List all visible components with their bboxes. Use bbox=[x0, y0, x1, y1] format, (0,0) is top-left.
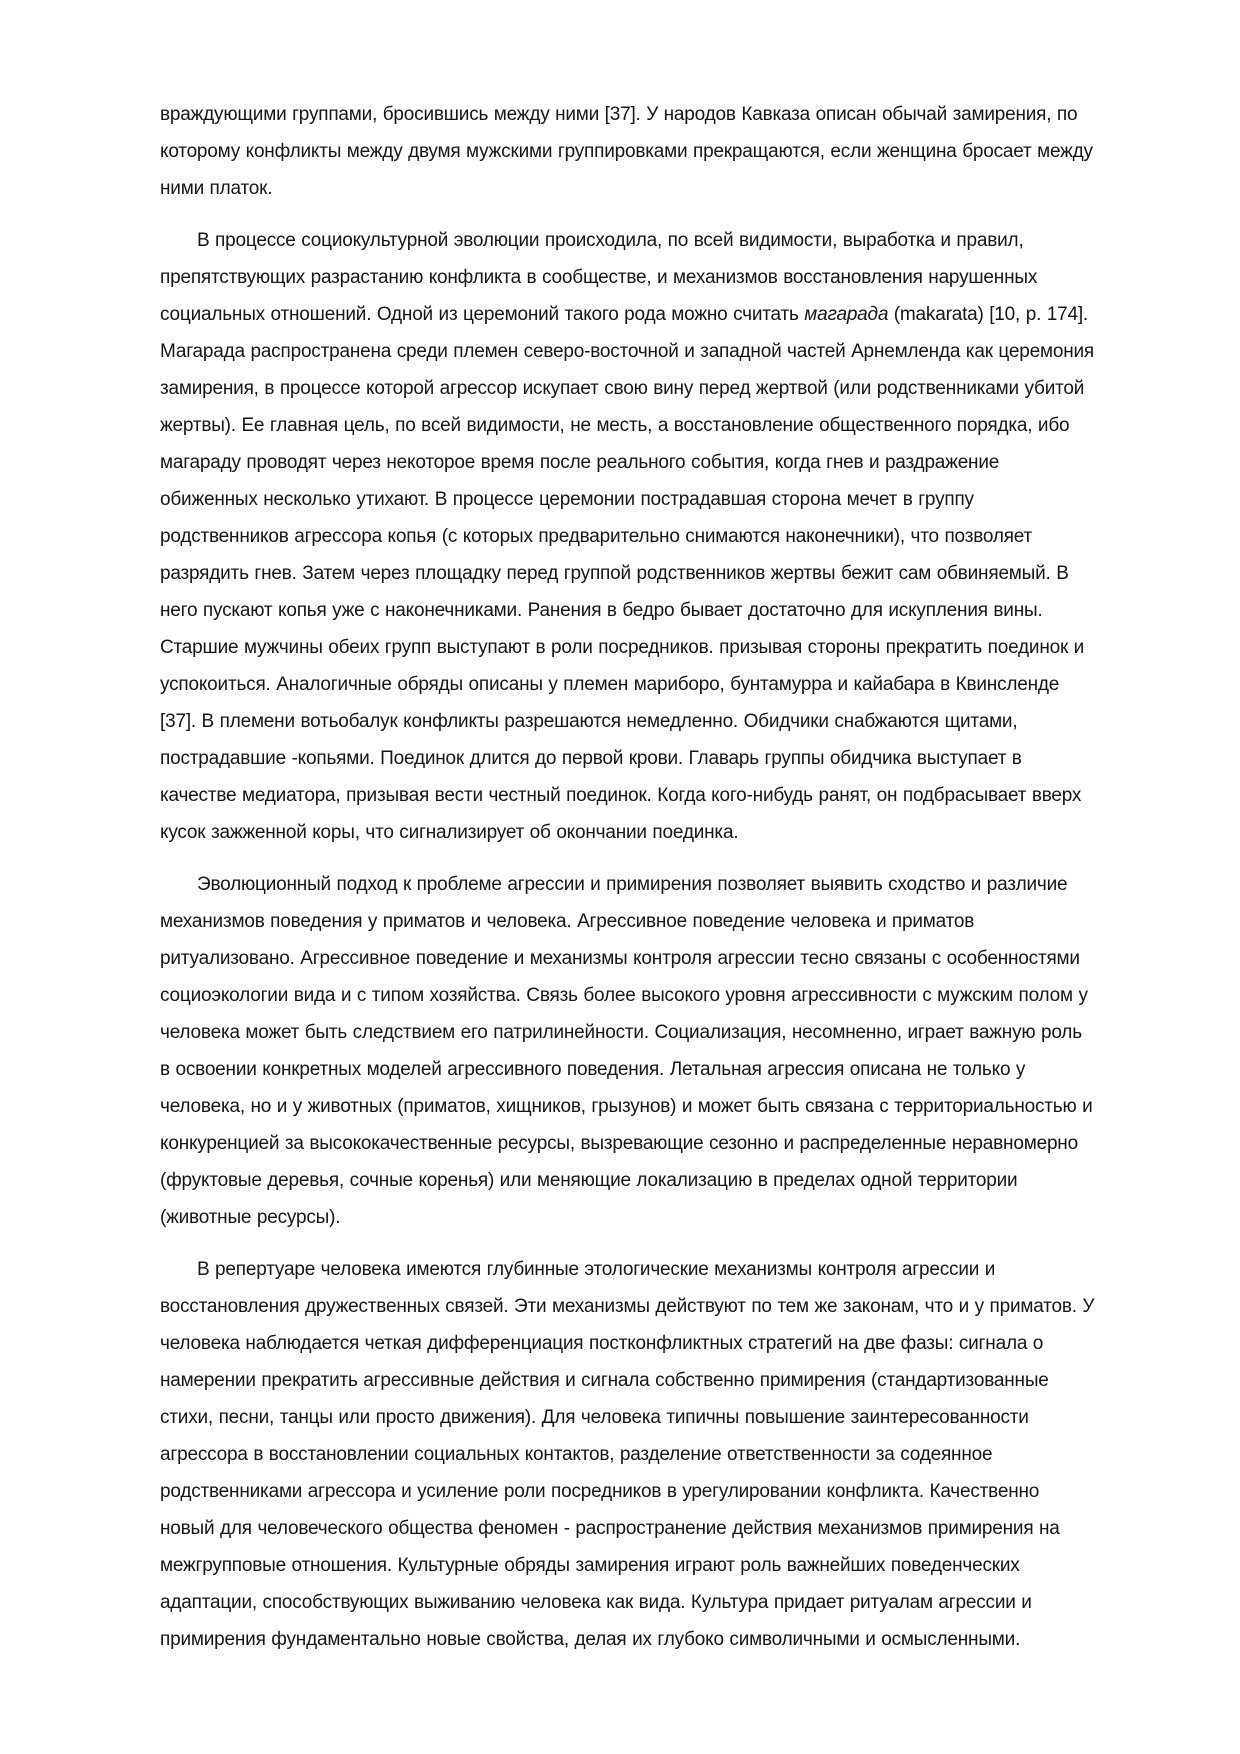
italic-term: магарада bbox=[804, 304, 889, 325]
text-block bbox=[160, 96, 1095, 1658]
text-run: враждующими группами, бросившись между ними [37]. У народов Кавказа описан обычай замирения, по которому конфликты между двумя мужскими группировками прекращаются, если женщина бросает между ними платок. bbox=[160, 104, 1093, 199]
text-run: (makarata) [10, p. 174]. Магарада распространена среди племен северо-восточной и западной частей Арнемленда как церемония замирения, в процессе которой агрессор искупает свою вину перед жертвой (или родственниками убитой жертвы). Ее главная цель, по всей видимости, не месть, а восстановление общественного порядка, ибо магараду проводят через некоторое время после реального события, когда гнев и раздражение обиженных несколько утихают. В процессе церемонии пострадавшая сторона мечет в группу родственников агрессора копья (с которых предварительно снимаются наконечники), что позволяет разрядить гнев. Затем через площадку перед группой родственников жертвы бежит сам обвиняемый. В него пускают копья уже с наконечниками. Ранения в бедро бывает достаточно для искупления вины. Старшие мужчины обеих групп выступают в роли посредников. призывая стороны прекратить поединок и успокоиться. Аналогичные обряды описаны у племен мариборо, бунтамурра и кайабара в Квинсленде [37]. В племени вотьобалук конфликты разрешаются немедленно. Обидчики снабжаются щитами, пострадавшие -копьями. Поединок длится до первой крови. Главарь группы обидчика выступает в качестве медиатора, призывая вести честный поединок. Когда кого-нибудь ранят, он подбрасывает вверх кусок зажженной коры, что сигнализирует об окончании поединка. bbox=[160, 304, 1094, 843]
paragraph bbox=[160, 222, 1095, 851]
paragraph bbox=[160, 866, 1095, 1236]
text-run: В репертуаре человека имеются глубинные этологические механизмы контроля агрессии и восстановления дружественных связей. Эти механизмы действуют по тем же законам, что и у приматов. У человека наблюдается четкая дифференциация постконфликтных стратегий на две фазы: сигнала о намерении прекратить агрессивные действия и сигнала собственно примирения (стандартизованные стихи, песни, танцы или просто движения). Для человека типичны повышение заинтересованности агрессора в восстановлении социальных контактов, разделение ответственности за содеянное родственниками агрессора и усиление роли посредников в урегулировании конфликта. Качественно новый для человеческого общества феномен - распространение действия механизмов примирения на межгрупповые отношения. Культурные обряды замирения играют роль важнейших поведенческих адаптации, способствующих выживанию человека как вида. Культура придает ритуалам агрессии и примирения фундаментально новые свойства, делая их глубоко символичными и осмысленными. bbox=[160, 1259, 1095, 1650]
text-run: Эволюционный подход к проблеме агрессии и примирения позволяет выявить сходство и различие механизмов поведения у приматов и человека. Агрессивное поведение человека и приматов ритуализовано. Агрессивное поведение и механизмы контроля агрессии тесно связаны с особенностями социоэкологии вида и с типом хозяйства. Связь более высокого уровня агрессивности с мужским полом у человека может быть следствием его патрилинейности. Социализация, несомненно, играет важную роль в освоении конкретных моделей агрессивного поведения. Летальная агрессия описана не только у человека, но и у животных (приматов, хищников, грызунов) и может быть связана с территориальностью и конкуренцией за высококачественные ресурсы, вызревающие сезонно и распределенные неравномерно (фруктовые деревья, сочные коренья) или меняющие локализацию в пределах одной территории (животные ресурсы). bbox=[160, 874, 1093, 1228]
paragraph bbox=[160, 1251, 1095, 1658]
paragraph bbox=[160, 96, 1095, 207]
text-run: В процессе социокультурной эволюции происходила, по всей видимости, выработка и правил, препятствующих разрастанию конфликта в сообществе, и механизмов восстановления нарушенных социальных отношений. Одной из церемоний такого рода можно считать bbox=[160, 230, 1038, 325]
